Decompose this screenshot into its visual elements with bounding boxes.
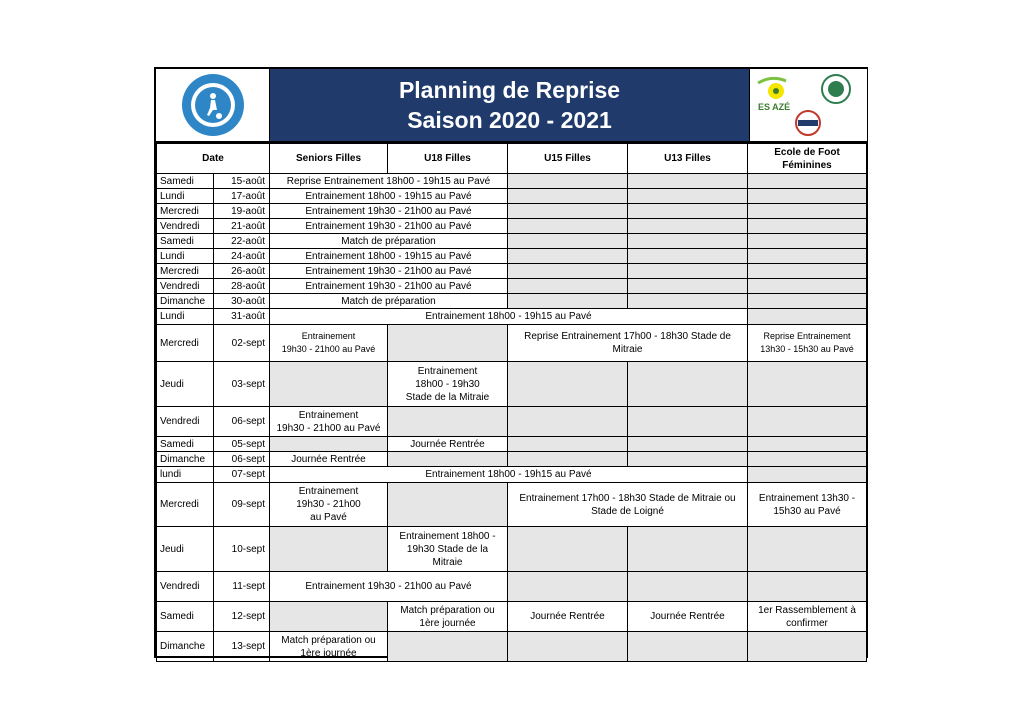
empty-cell (748, 527, 867, 572)
table-row (157, 527, 867, 572)
empty-cell (748, 279, 867, 294)
schedule-cell: Journée Rentrée (628, 602, 748, 632)
header-seniors-filles: Seniors Filles (270, 144, 388, 174)
empty-cell (508, 204, 628, 219)
date-cell: 22-août (214, 234, 270, 249)
day-cell: Lundi (157, 249, 214, 264)
schedule-cell: Journée Rentrée (270, 452, 388, 467)
empty-cell (508, 437, 628, 452)
title-banner (270, 69, 749, 141)
empty-cell (748, 437, 867, 452)
schedule-cell: Match préparation ou 1ère journée (270, 632, 388, 662)
header-ecole-de-foot: Ecole de Foot Féminines (748, 144, 867, 174)
empty-cell (508, 572, 628, 602)
title-line-1: Planning de Reprise (398, 77, 621, 103)
date-cell: 09-sept (214, 483, 270, 527)
empty-cell (628, 632, 748, 662)
empty-cell (628, 219, 748, 234)
schedule-cell: Journée Rentrée (508, 602, 628, 632)
empty-cell (628, 362, 748, 407)
day-cell: Lundi (157, 189, 214, 204)
planning-sheet (154, 67, 868, 658)
empty-cell (508, 407, 628, 437)
schedule-cell: Entrainement 18h00 - 19h15 au Pavé (270, 189, 508, 204)
empty-cell (508, 234, 628, 249)
schedule-cell: Match préparation ou 1ère journée (388, 602, 508, 632)
schedule-cell: Entrainement 18h00 - 19h15 au Pavé (270, 309, 748, 325)
date-cell: 30-août (214, 294, 270, 309)
empty-cell (388, 483, 508, 527)
day-cell: Vendredi (157, 219, 214, 234)
empty-cell (748, 234, 867, 249)
partner-club-logos-icon (750, 69, 867, 141)
day-cell: Mercredi (157, 264, 214, 279)
empty-cell (628, 572, 748, 602)
day-cell: Samedi (157, 602, 214, 632)
empty-cell (748, 189, 867, 204)
header-u15-filles: U15 Filles (508, 144, 628, 174)
table-row (157, 264, 867, 279)
header-date: Date (157, 144, 270, 174)
day-cell: Dimanche (157, 452, 214, 467)
date-cell: 17-août (214, 189, 270, 204)
empty-cell (508, 174, 628, 189)
empty-cell (388, 452, 508, 467)
empty-cell (628, 249, 748, 264)
empty-cell (628, 452, 748, 467)
table-row (157, 234, 867, 249)
day-cell: Mercredi (157, 204, 214, 219)
schedule-cell: Entrainement 18h00 - 19h15 au Pavé (270, 249, 508, 264)
date-cell: 19-août (214, 204, 270, 219)
schedule-cell: Entrainement 19h30 - 21h00 au Pavé (270, 325, 388, 362)
empty-cell (748, 632, 867, 662)
day-cell: lundi (157, 467, 214, 483)
date-cell: 02-sept (214, 325, 270, 362)
empty-cell (748, 174, 867, 189)
empty-cell (508, 249, 628, 264)
empty-cell (508, 527, 628, 572)
empty-cell (388, 407, 508, 437)
date-cell: 06-sept (214, 407, 270, 437)
schedule-cell: Entrainement 19h30 - 21h00 au Pavé (270, 407, 388, 437)
table-row (157, 204, 867, 219)
empty-cell (270, 437, 388, 452)
schedule-cell: Entrainement 19h30 - 21h00 au Pavé (270, 204, 508, 219)
day-cell: Vendredi (157, 407, 214, 437)
partner-logos (749, 69, 867, 141)
date-cell: 24-août (214, 249, 270, 264)
date-cell: 15-août (214, 174, 270, 189)
day-cell: Samedi (157, 234, 214, 249)
empty-cell (508, 632, 628, 662)
empty-cell (748, 309, 867, 325)
day-cell: Dimanche (157, 632, 214, 662)
schedule-cell: Entrainement 19h30 - 21h00 au Pavé (270, 483, 388, 527)
date-cell: 11-sept (214, 572, 270, 602)
schedule-cell: Entrainement 18h00 - 19h15 au Pavé (270, 467, 748, 483)
table-row (157, 483, 867, 527)
schedule-cell: Journée Rentrée (388, 437, 508, 452)
empty-cell (508, 279, 628, 294)
day-cell: Jeudi (157, 362, 214, 407)
day-cell: Vendredi (157, 572, 214, 602)
empty-cell (628, 189, 748, 204)
date-cell: 06-sept (214, 452, 270, 467)
empty-cell (748, 249, 867, 264)
table-row (157, 325, 867, 362)
table-row (157, 632, 867, 662)
empty-cell (628, 407, 748, 437)
day-cell: Samedi (157, 174, 214, 189)
es-aze-logo-text: ES AZÉ (758, 102, 791, 112)
empty-cell (628, 204, 748, 219)
date-cell: 13-sept (214, 632, 270, 662)
empty-cell (628, 174, 748, 189)
table-row (157, 249, 867, 264)
empty-cell (508, 264, 628, 279)
day-cell: Samedi (157, 437, 214, 452)
header-u18-filles: U18 Filles (388, 144, 508, 174)
empty-cell (508, 189, 628, 204)
table-row (157, 602, 867, 632)
table-row (157, 294, 867, 309)
day-cell: Dimanche (157, 294, 214, 309)
empty-cell (270, 602, 388, 632)
schedule-cell: Entrainement 13h30 - 15h30 au Pavé (748, 483, 867, 527)
empty-cell (748, 204, 867, 219)
table-row (157, 467, 867, 483)
date-cell: 31-août (214, 309, 270, 325)
schedule-cell: Reprise Entrainement 18h00 - 19h15 au Pavé (270, 174, 508, 189)
header-u13-filles: U13 Filles (628, 144, 748, 174)
empty-cell (628, 234, 748, 249)
empty-cell (270, 527, 388, 572)
empty-cell (748, 467, 867, 483)
empty-cell (628, 527, 748, 572)
schedule-cell: Reprise Entrainement 13h30 - 15h30 au Pavé (748, 325, 867, 362)
schedule-cell: Match de préparation (270, 234, 508, 249)
header-row (157, 144, 867, 174)
table-row (157, 362, 867, 407)
empty-cell (628, 437, 748, 452)
date-cell: 12-sept (214, 602, 270, 632)
schedule-cell: Reprise Entrainement 17h00 - 18h30 Stade de Mitraie (508, 325, 748, 362)
day-cell: Mercredi (157, 483, 214, 527)
empty-cell (508, 294, 628, 309)
club-badge-icon (173, 72, 253, 138)
table-row (157, 174, 867, 189)
schedule-table (156, 143, 867, 662)
schedule-cell: Entrainement 19h30 - 21h00 au Pavé (270, 219, 508, 234)
table-row (157, 407, 867, 437)
date-cell: 07-sept (214, 467, 270, 483)
table-row (157, 452, 867, 467)
schedule-cell: Entrainement 19h30 - 21h00 au Pavé (270, 279, 508, 294)
day-cell: Lundi (157, 309, 214, 325)
empty-cell (508, 362, 628, 407)
empty-cell (748, 219, 867, 234)
empty-cell (388, 632, 508, 662)
date-cell: 26-août (214, 264, 270, 279)
table-row (157, 219, 867, 234)
day-cell: Mercredi (157, 325, 214, 362)
title-line-2: Saison 2020 - 2021 (407, 107, 612, 133)
header-block (156, 69, 866, 143)
empty-cell (748, 294, 867, 309)
empty-cell (388, 325, 508, 362)
empty-cell (270, 362, 388, 407)
empty-cell (508, 452, 628, 467)
schedule-cell: Entrainement 19h30 - 21h00 au Pavé (270, 264, 508, 279)
empty-cell (628, 279, 748, 294)
schedule-cell: Entrainement 18h00 - 19h30 Stade de la Mitraie (388, 362, 508, 407)
empty-cell (508, 219, 628, 234)
schedule-cell: 1er Rassemblement à confirmer (748, 602, 867, 632)
empty-cell (748, 407, 867, 437)
table-row (157, 572, 867, 602)
empty-cell (748, 572, 867, 602)
table-row (157, 189, 867, 204)
table-row (157, 437, 867, 452)
day-cell: Vendredi (157, 279, 214, 294)
table-row (157, 279, 867, 294)
groupement-jeunes-logo (156, 69, 270, 141)
empty-cell (748, 264, 867, 279)
day-cell: Jeudi (157, 527, 214, 572)
date-cell: 21-août (214, 219, 270, 234)
schedule-cell: Entrainement 18h00 - 19h30 Stade de la Mitraie (388, 527, 508, 572)
empty-cell (628, 294, 748, 309)
date-cell: 03-sept (214, 362, 270, 407)
empty-cell (748, 362, 867, 407)
date-cell: 10-sept (214, 527, 270, 572)
table-row (157, 309, 867, 325)
schedule-cell: Match de préparation (270, 294, 508, 309)
date-cell: 28-août (214, 279, 270, 294)
date-cell: 05-sept (214, 437, 270, 452)
empty-cell (628, 264, 748, 279)
empty-cell (748, 452, 867, 467)
schedule-cell: Entrainement 19h30 - 21h00 au Pavé (270, 572, 508, 602)
schedule-cell: Entrainement 17h00 - 18h30 Stade de Mitraie ou Stade de Loigné (508, 483, 748, 527)
